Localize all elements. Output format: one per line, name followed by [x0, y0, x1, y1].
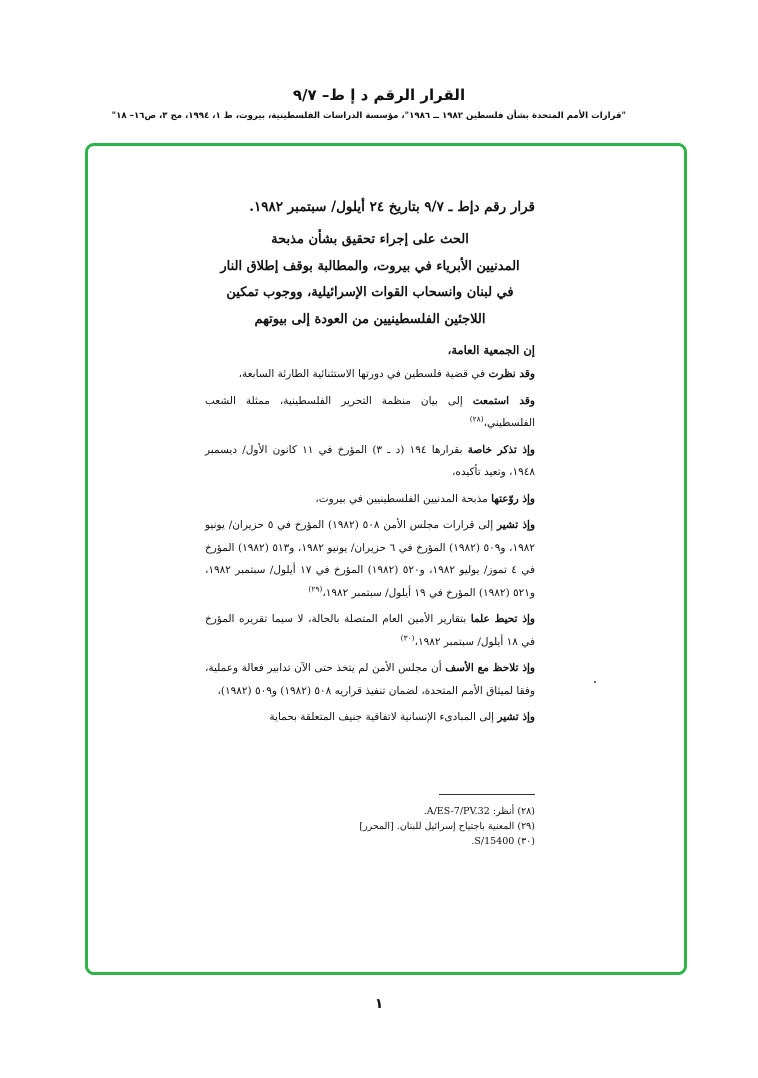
- paragraph-lead: وإذ تشير: [497, 711, 535, 723]
- footnote-item: [330, 834, 535, 849]
- paragraph-lead: وقد نظرت: [488, 368, 535, 380]
- preamble-paragraph: [205, 488, 535, 511]
- paragraph-lead: وقد استمعت: [472, 394, 535, 407]
- paragraph-text: بقرارها ١٩٤ (د ـ ٣) المؤرخ في ١١ كانون الأول/ ديسمبر ١٩٤٨، وتعيد تأكيده،: [205, 443, 535, 478]
- resolution-title: قرار رقم دإط ـ ٩/٧ بتاريخ ٢٤ أيلول/ سبتمبر ١٩٨٢.: [249, 199, 535, 215]
- subject-line: الحث على إجراء تحقيق بشأن مذبحة: [271, 232, 469, 247]
- footnote-number: (٢٩): [517, 821, 535, 832]
- paragraph-lead: وإذ تحيط علما: [470, 613, 535, 625]
- resolution-subject: [205, 227, 535, 333]
- footnote-ref[interactable]: (٢٩): [308, 584, 323, 593]
- footnote-text: أنظر: A/ES-7/PV.32.: [423, 806, 515, 817]
- footnote-text: المعنية باجتياح إسرائيل للبنان. [المحرر]: [359, 821, 515, 832]
- preamble-paragraph: [205, 439, 535, 484]
- footnote-number: (٢٨): [517, 806, 535, 817]
- paragraph-text: أن مجلس الأمن لم يتخذ حتى الآن تدابير فعالة وعملية، وفقا لميثاق الأمم المتحدة، لضمان تنفيذ قراريه ٥٠٨ (١٩٨٢) و٥٠٩ (١٩٨٢)،: [205, 662, 535, 697]
- paragraph-lead: وإذ تشير: [496, 519, 536, 531]
- document-header-title: القرار الرقم د إ ط– ٩/٧: [292, 86, 466, 104]
- paragraph-text: إلى قرارات مجلس الأمن ٥٠٨ (١٩٨٢) المؤرخ في ٥ حزيران/ يونيو ١٩٨٢، و٥٠٩ (١٩٨٢) المؤرخ في ٦ حزيران/ يونيو ١٩٨٢، و٥١٣ (١٩٨٢) المؤرخ في ٤ تموز/ يوليو ١٩٨٢، و٥٢٠ (١٩٨٢) المؤرخ في ١٧ أيلول/ سبتمبر ١٩٨٢، و٥٢١ (١٩٨٢) المؤرخ في ١٩ أيلول/ سبتمبر ١٩٨٢،: [205, 519, 536, 599]
- assembly-heading: إن الجمعية العامة،: [447, 343, 535, 357]
- subject-line: المدنيين الأبرياء في بيروت، والمطالبة بوقف إطلاق النار: [220, 258, 520, 274]
- resolution-page: [205, 197, 535, 729]
- footnote-ref[interactable]: (٢٨): [469, 414, 484, 424]
- footnote-text: S/15400.: [471, 836, 515, 847]
- subject-line: في لبنان وانسحاب القوات الإسرائيلية، ووجوب تمكين: [226, 285, 514, 300]
- preamble-paragraph: [205, 390, 535, 435]
- stray-mark: [594, 681, 596, 683]
- footnotes: [330, 804, 535, 849]
- preamble-paragraph: [205, 514, 535, 604]
- paragraph-text: بتقارير الأمين العام المتصلة بالحالة، لا سيما تقريره المؤرخ في ١٨ أيلول/ سبتمبر ١٩٨٢،: [205, 613, 535, 648]
- footnote-ref[interactable]: (٣٠): [400, 633, 415, 642]
- paragraph-lead: وإذ تذكر خاصة: [467, 443, 535, 456]
- page-number: ١: [374, 996, 384, 1012]
- preamble-paragraph: [205, 706, 535, 729]
- paragraph-text: في قضية فلسطين في دورتها الاستثنائية الطارئة السابعة،: [238, 368, 489, 380]
- document-citation: "قرارات الأمم المتحدة بشأن فلسطين ١٩٨٢ ــ ١٩٨٦"، مؤسسة الدراسات الفلسطينية، بيروت، ط ١، ١٩٩٤، مج ٣، ص١٦– ١٨": [111, 111, 626, 121]
- paragraph-text: إلى المبادىء الإنسانية لاتفاقية جنيف المتعلقة بحماية: [269, 711, 498, 723]
- paragraph-text: إلى بيان منظمة التحرير الفلسطينية، ممثلة الشعب الفلسطيني،: [205, 394, 535, 429]
- preamble-paragraph: [205, 363, 535, 386]
- paragraph-lead: وإذ روّعتها: [491, 492, 535, 505]
- footnote-divider: [439, 794, 535, 795]
- paragraph-text: مذبحة المدنيين الفلسطينيين في بيروت،: [315, 492, 492, 505]
- subject-line: اللاجئين الفلسطينيين من العودة إلى بيوتهم: [254, 311, 486, 327]
- paragraph-lead: وإذ تلاحظ مع الأسف: [445, 662, 536, 674]
- footnote-item: [330, 819, 535, 834]
- preamble-paragraph: [205, 657, 535, 702]
- footnote-number: (٣٠): [517, 836, 535, 847]
- footnote-item: [330, 804, 535, 819]
- preamble-paragraph: [205, 608, 535, 653]
